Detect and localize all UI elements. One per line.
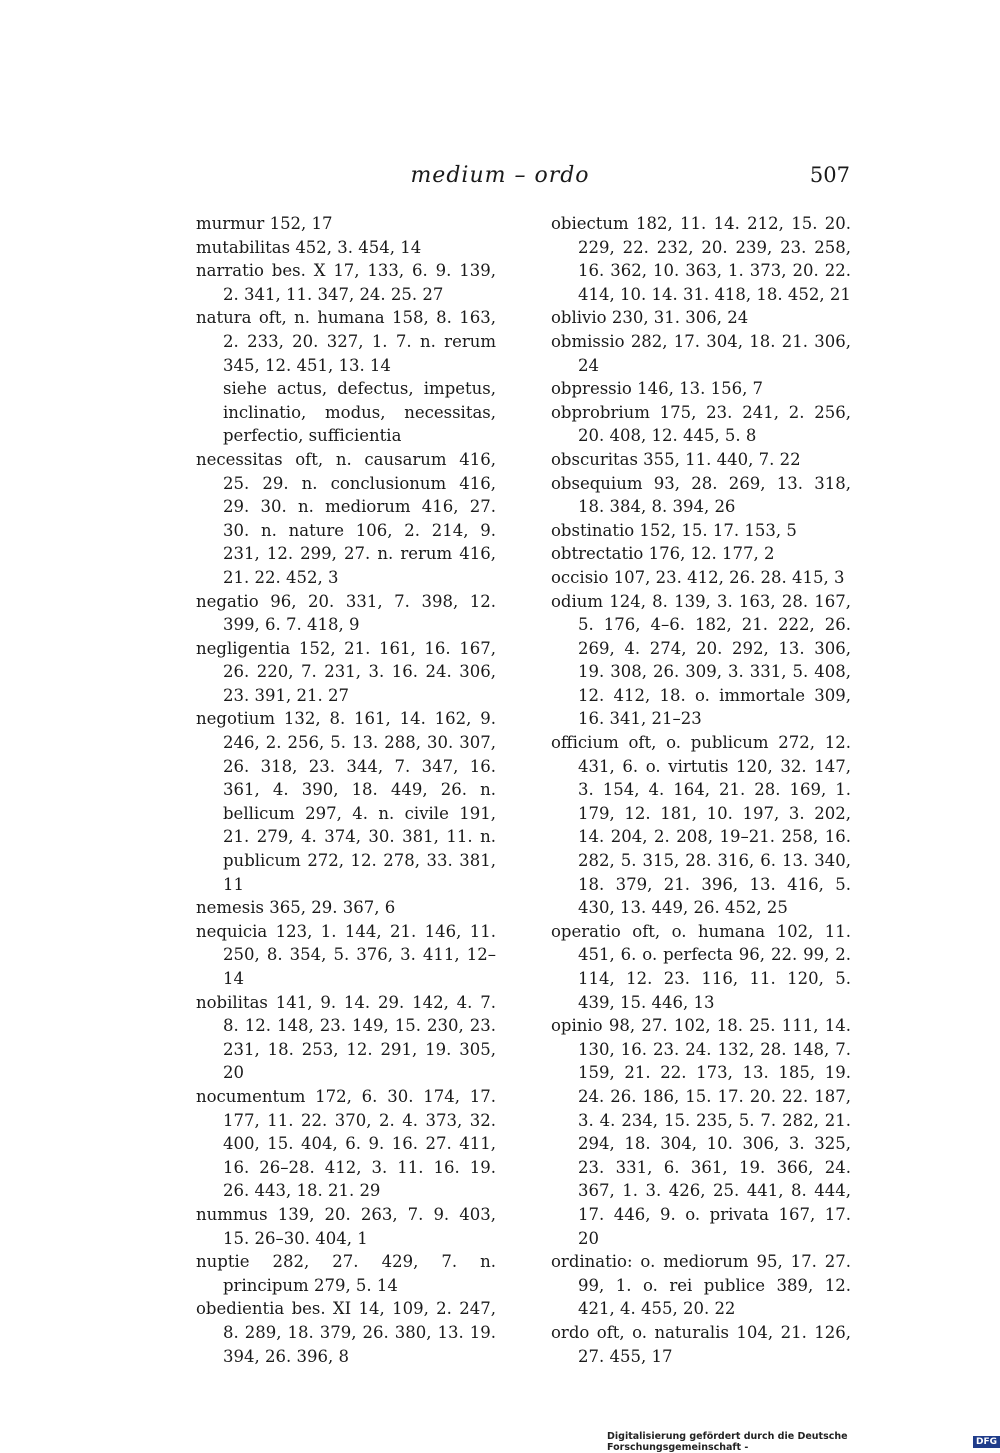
index-column-left (196, 212, 496, 1368)
index-entry: nequicia 123, 1. 144, 21. 146, 11. 250, 8. 354, 5. 376, 3. 411, 12–14 (196, 921, 496, 988)
index-entry: obiectum 182, 11. 14. 212, 15. 20. 229, 22. 232, 20. 239, 23. 258, 16. 362, 10. 363, 1. 373, 20. 22. 414, 10. 14. 31. 418, 18. 452, 21 (551, 214, 851, 304)
index-entry: obstinatio 152, 15. 17. 153, 5 (551, 520, 797, 540)
index-entry: obedientia bes. XI 14, 109, 2. 247, 8. 289, 18. 379, 26. 380, 13. 19. 394, 26. 396, 8 (196, 1299, 496, 1366)
index-entry: obmissio 282, 17. 304, 18. 21. 306, 24 (551, 331, 851, 375)
index-entry: nobilitas 141, 9. 14. 29. 142, 4. 7. 8. 12. 148, 23. 149, 15. 230, 23. 231, 18. 253, 12. 291, 19. 305, 20 (196, 992, 496, 1083)
index-entry: oblivio 230, 31. 306, 24 (551, 308, 749, 328)
index-entry: mutabilitas 452, 3. 454, 14 (196, 237, 422, 257)
index-entry: murmur 152, 17 (196, 214, 333, 233)
index-entry: natura oft, n. humana 158, 8. 163, 2. 233, 20. 327, 1. 7. n. rerum 345, 12. 451, 13. 14 (196, 308, 496, 375)
index-entry: necessitas oft, n. causarum 416, 25. 29. n. conclusionum 416, 29. 30. n. mediorum 416, 27. 30. n. nature 106, 2. 214, 9. 231, 12. 299, 27. n. rerum 416, 21. 22. 452, 3 (196, 449, 496, 587)
index-entry: negligentia 152, 21. 161, 16. 167, 26. 220, 7. 231, 3. 16. 24. 306, 23. 391, 21. 27 (196, 638, 496, 705)
index-entry: nemesis 365, 29. 367, 6 (196, 898, 396, 918)
running-title: medium – ordo (410, 163, 590, 188)
index-entry: operatio oft, o. humana 102, 11. 451, 6. o. perfecta 96, 22. 99, 2. 114, 12. 23. 116, 11. 120, 5. 439, 15. 446, 13 (551, 921, 851, 1012)
index-entry: obpressio 146, 13. 156, 7 (551, 379, 764, 399)
index-entry: ordinatio: o. mediorum 95, 17. 27. 99, 1. o. rei publice 389, 12. 421, 4. 455, 20. 22 (551, 1252, 851, 1319)
index-entry: narratio bes. X 17, 133, 6. 9. 139, 2. 341, 11. 347, 24. 25. 27 (196, 261, 496, 304)
footer-text: Digitalisierung gefördert durch die Deutsche Forschungsgemeinschaft - (607, 1431, 848, 1453)
index-entry: opinio 98, 27. 102, 18. 25. 111, 14. 130, 16. 23. 24. 132, 28. 148, 7. 159, 21. 22. 173, 13. 185, 19. 24. 26. 186, 15. 17. 20. 22. 187, 3. 4. 234, 15. 235, 5. 7. 282, 21. 294, 18. 304, 10. 306, 3. 325, 23. 331, 6. 361, 19. 366, 24. 367, 1. 3. 426, 25. 441, 8. 444, 17. 446, 9. o. privata 167, 17. 20 (551, 1016, 851, 1248)
index-cross-reference: siehe actus, defectus, impetus, inclinatio, modus, necessitas, perfectio, sufficientia (223, 379, 496, 446)
index-entry: nummus 139, 20. 263, 7. 9. 403, 15. 26–30. 404, 1 (196, 1204, 496, 1248)
index-column-right (551, 212, 851, 1368)
index-entry: obscuritas 355, 11. 440, 7. 22 (551, 449, 801, 469)
index-entry: nocumentum 172, 6. 30. 174, 17. 177, 11. 22. 370, 2. 4. 373, 32. 400, 15. 404, 6. 9. 16. 27. 411, 16. 26–28. 412, 3. 11. 16. 19. 26. 443, 18. 21. 29 (196, 1086, 496, 1201)
index-entry: odium 124, 8. 139, 3. 163, 28. 167, 5. 176, 4–6. 182, 21. 222, 26. 269, 4. 274, 20. 292, 13. 306, 19. 308, 26. 309, 3. 331, 5. 408, 12. 412, 18. o. immortale 309, 16. 341, 21–23 (551, 591, 851, 729)
index-entry: occisio 107, 23. 412, 26. 28. 415, 3 (551, 567, 845, 587)
index-entry: obtrectatio 176, 12. 177, 2 (551, 544, 775, 564)
running-head (0, 163, 1000, 195)
index-entry: negatio 96, 20. 331, 7. 398, 12. 399, 6. 7. 418, 9 (196, 591, 496, 635)
index-entry: officium oft, o. publicum 272, 12. 431, 6. o. virtutis 120, 32. 147, 3. 154, 4. 164, 21. 28. 169, 1. 179, 12. 181, 10. 197, 3. 202, 14. 204, 2. 208, 19–21. 258, 16. 282, 5. 315, 28. 316, 6. 13. 340, 18. 379, 21. 396, 13. 416, 5. 430, 13. 449, 26. 452, 25 (551, 733, 851, 918)
index-entry: obsequium 93, 28. 269, 13. 318, 18. 384, 8. 394, 26 (551, 473, 851, 517)
index-entry: nuptie 282, 27. 429, 7. n. principum 279, 5. 14 (196, 1252, 496, 1295)
page-number: 507 (809, 163, 850, 187)
index-entry: ordo oft, o. naturalis 104, 21. 126, 27. 455, 17 (551, 1322, 851, 1366)
digitization-footer (607, 1431, 1000, 1453)
index-entry: negotium 132, 8. 161, 14. 162, 9. 246, 2. 256, 5. 13. 288, 30. 307, 26. 318, 23. 344, 7. 347, 16. 361, 4. 390, 18. 449, 26. n. bellicum 297, 4. n. civile 191, 21. 279, 4. 374, 30. 381, 11. n. publicum 272, 12. 278, 33. 381, 11 (196, 709, 496, 894)
index-entry: obprobrium 175, 23. 241, 2. 256, 20. 408, 12. 445, 5. 8 (551, 402, 851, 446)
dfg-logo: DFG (973, 1436, 1000, 1448)
